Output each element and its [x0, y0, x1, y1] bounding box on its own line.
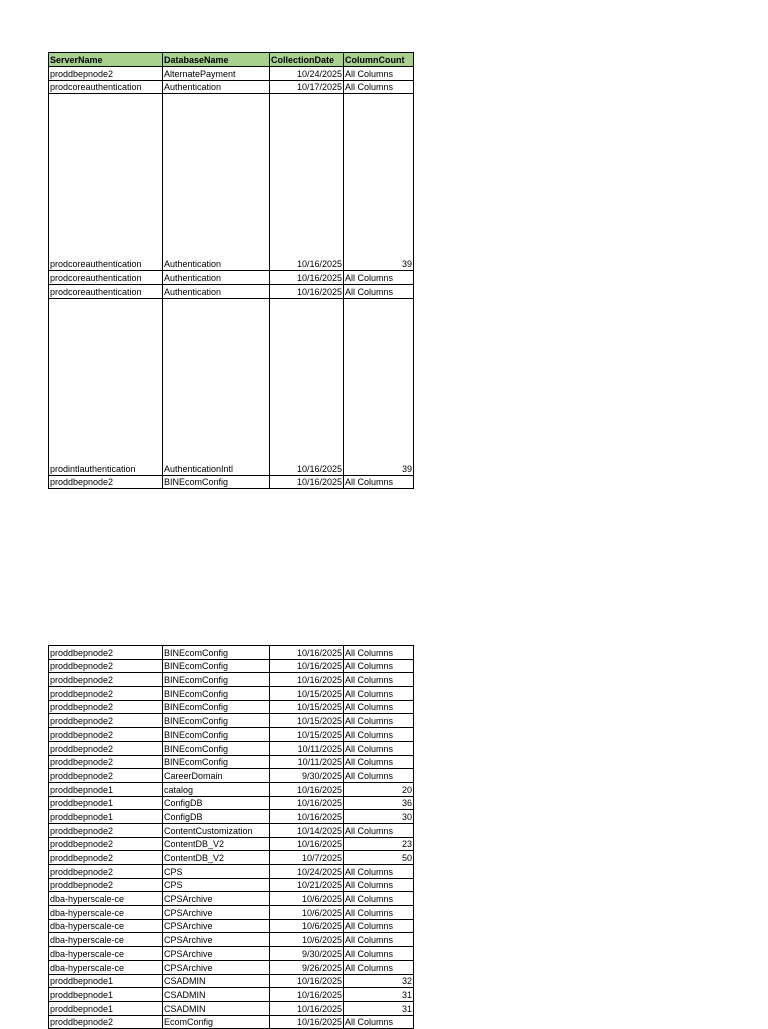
table-row: [49, 865, 414, 879]
server-cell: proddbepnode2: [49, 769, 163, 783]
table-row: [49, 755, 414, 769]
column-count-cell: All Columns: [344, 728, 414, 742]
table-row: [49, 1001, 414, 1015]
server-cell: proddbepnode1: [49, 974, 163, 988]
database-cell: BINEcomConfig: [163, 700, 270, 714]
server-cell: dba-hyperscale-ce: [49, 947, 163, 961]
collection-date-cell: 10/15/2025: [270, 714, 344, 728]
table-row: [49, 94, 414, 271]
header-databasename: DatabaseName: [163, 53, 270, 67]
database-cell: ContentDB_V2: [163, 837, 270, 851]
server-cell: proddbepnode2: [49, 714, 163, 728]
collection-date-cell: 10/6/2025: [270, 919, 344, 933]
database-cell: EcomConfig: [163, 1015, 270, 1029]
collection-date-cell: 10/16/2025: [270, 94, 344, 271]
table-row: [49, 851, 414, 865]
column-count-cell: All Columns: [344, 865, 414, 879]
collection-date-cell: 10/16/2025: [270, 988, 344, 1002]
column-count-cell: All Columns: [344, 673, 414, 687]
database-cell: CPSArchive: [163, 933, 270, 947]
table-row: [49, 67, 414, 81]
database-cell: ContentCustomization: [163, 823, 270, 837]
server-cell: proddbepnode2: [49, 700, 163, 714]
table-row: [49, 714, 414, 728]
table-row: [49, 988, 414, 1002]
collection-date-cell: 10/21/2025: [270, 878, 344, 892]
column-count-cell: All Columns: [344, 271, 414, 285]
table-row: [49, 1015, 414, 1029]
column-count-cell: All Columns: [344, 714, 414, 728]
column-count-cell: 39: [344, 298, 414, 475]
table-row: [49, 80, 414, 94]
server-cell: proddbepnode2: [49, 687, 163, 701]
table-row: [49, 646, 414, 660]
collection-date-cell: 10/16/2025: [270, 271, 344, 285]
table-body: [49, 646, 414, 1029]
collection-date-cell: 10/24/2025: [270, 865, 344, 879]
database-cell: BINEcomConfig: [163, 755, 270, 769]
column-count-cell: All Columns: [344, 1015, 414, 1029]
database-cell: CPSArchive: [163, 892, 270, 906]
database-cell: CPSArchive: [163, 947, 270, 961]
server-cell: proddbepnode2: [49, 851, 163, 865]
server-cell: dba-hyperscale-ce: [49, 933, 163, 947]
database-cell: CPS: [163, 878, 270, 892]
column-count-cell: 20: [344, 782, 414, 796]
header-row: [49, 53, 414, 67]
header-columncount: ColumnCount: [344, 53, 414, 67]
database-cell: catalog: [163, 782, 270, 796]
column-count-cell: 36: [344, 796, 414, 810]
table-page-2: [48, 645, 414, 1029]
collection-date-cell: 10/11/2025: [270, 741, 344, 755]
collection-date-cell: 10/16/2025: [270, 646, 344, 660]
server-cell: dba-hyperscale-ce: [49, 906, 163, 920]
table-row: [49, 475, 414, 489]
collection-date-cell: 10/15/2025: [270, 687, 344, 701]
database-cell: BINEcomConfig: [163, 714, 270, 728]
column-count-cell: All Columns: [344, 906, 414, 920]
table-row: [49, 974, 414, 988]
collection-date-cell: 10/16/2025: [270, 796, 344, 810]
server-cell: proddbepnode2: [49, 823, 163, 837]
database-cell: BINEcomConfig: [163, 659, 270, 673]
collection-date-cell: 10/14/2025: [270, 823, 344, 837]
server-cell: proddbepnode2: [49, 1015, 163, 1029]
collection-date-cell: 10/6/2025: [270, 892, 344, 906]
server-cell: prodintlauthentication: [49, 298, 163, 475]
server-cell: proddbepnode1: [49, 810, 163, 824]
server-cell: dba-hyperscale-ce: [49, 919, 163, 933]
collection-date-cell: 10/16/2025: [270, 1001, 344, 1015]
collection-date-cell: 10/16/2025: [270, 837, 344, 851]
column-count-cell: All Columns: [344, 67, 414, 81]
table-row: [49, 728, 414, 742]
table-row: [49, 823, 414, 837]
column-count-cell: All Columns: [344, 947, 414, 961]
database-cell: ContentDB_V2: [163, 851, 270, 865]
server-cell: proddbepnode2: [49, 659, 163, 673]
column-count-cell: All Columns: [344, 769, 414, 783]
collection-date-cell: 10/16/2025: [270, 673, 344, 687]
collection-date-cell: 9/30/2025: [270, 947, 344, 961]
column-count-cell: 39: [344, 94, 414, 271]
server-cell: prodcoreauthentication: [49, 285, 163, 299]
database-cell: CPSArchive: [163, 919, 270, 933]
column-count-cell: 32: [344, 974, 414, 988]
table-row: [49, 741, 414, 755]
database-cell: CSADMIN: [163, 974, 270, 988]
column-count-cell: All Columns: [344, 687, 414, 701]
database-cell: CareerDomain: [163, 769, 270, 783]
database-cell: ConfigDB: [163, 810, 270, 824]
database-cell: CSADMIN: [163, 988, 270, 1002]
server-cell: dba-hyperscale-ce: [49, 960, 163, 974]
table-row: [49, 271, 414, 285]
collection-date-cell: 10/16/2025: [270, 475, 344, 489]
table-row: [49, 810, 414, 824]
collection-date-cell: 10/16/2025: [270, 782, 344, 796]
collection-date-cell: 10/7/2025: [270, 851, 344, 865]
column-count-cell: All Columns: [344, 285, 414, 299]
database-cell: BINEcomConfig: [163, 475, 270, 489]
database-cell: Authentication: [163, 94, 270, 271]
server-cell: prodcoreauthentication: [49, 94, 163, 271]
collection-date-cell: 10/6/2025: [270, 933, 344, 947]
table-page-1: [48, 52, 414, 489]
database-cell: Authentication: [163, 80, 270, 94]
column-count-cell: 31: [344, 1001, 414, 1015]
collection-date-cell: 10/11/2025: [270, 755, 344, 769]
database-cell: BINEcomConfig: [163, 673, 270, 687]
column-count-cell: 50: [344, 851, 414, 865]
database-cell: BINEcomConfig: [163, 687, 270, 701]
database-cell: Authentication: [163, 285, 270, 299]
collection-date-cell: 10/16/2025: [270, 659, 344, 673]
table-row: [49, 687, 414, 701]
table-row: [49, 960, 414, 974]
server-cell: proddbepnode2: [49, 755, 163, 769]
table-row: [49, 298, 414, 475]
collection-date-cell: 10/16/2025: [270, 1015, 344, 1029]
column-count-cell: All Columns: [344, 659, 414, 673]
collection-date-cell: 10/16/2025: [270, 285, 344, 299]
column-count-cell: All Columns: [344, 741, 414, 755]
table-row: [49, 947, 414, 961]
table-row: [49, 933, 414, 947]
column-count-cell: All Columns: [344, 919, 414, 933]
server-cell: proddbepnode2: [49, 646, 163, 660]
column-count-cell: All Columns: [344, 823, 414, 837]
collection-date-cell: 9/30/2025: [270, 769, 344, 783]
server-cell: proddbepnode1: [49, 1001, 163, 1015]
table-row: [49, 796, 414, 810]
database-cell: CPSArchive: [163, 960, 270, 974]
table-row: [49, 878, 414, 892]
database-cell: BINEcomConfig: [163, 646, 270, 660]
table-row: [49, 673, 414, 687]
column-count-cell: All Columns: [344, 755, 414, 769]
server-cell: proddbepnode1: [49, 782, 163, 796]
table-row: [49, 782, 414, 796]
column-count-cell: All Columns: [344, 933, 414, 947]
table-row: [49, 892, 414, 906]
database-cell: CSADMIN: [163, 1001, 270, 1015]
header-collectiondate: CollectionDate: [270, 53, 344, 67]
column-count-cell: 30: [344, 810, 414, 824]
collection-date-cell: 10/6/2025: [270, 906, 344, 920]
column-count-cell: All Columns: [344, 475, 414, 489]
database-cell: AuthenticationIntl: [163, 298, 270, 475]
server-cell: proddbepnode2: [49, 728, 163, 742]
column-count-cell: All Columns: [344, 700, 414, 714]
database-cell: BINEcomConfig: [163, 741, 270, 755]
column-count-cell: All Columns: [344, 892, 414, 906]
server-cell: proddbepnode1: [49, 988, 163, 1002]
server-cell: proddbepnode1: [49, 796, 163, 810]
collection-date-cell: 9/26/2025: [270, 960, 344, 974]
column-count-cell: 31: [344, 988, 414, 1002]
database-cell: Authentication: [163, 271, 270, 285]
server-cell: prodcoreauthentication: [49, 80, 163, 94]
server-cell: proddbepnode2: [49, 67, 163, 81]
table-row: [49, 285, 414, 299]
table-row: [49, 769, 414, 783]
table-row: [49, 700, 414, 714]
table-row: [49, 919, 414, 933]
server-cell: proddbepnode2: [49, 865, 163, 879]
collection-date-cell: 10/15/2025: [270, 728, 344, 742]
table-row: [49, 837, 414, 851]
collection-date-cell: 10/16/2025: [270, 298, 344, 475]
server-cell: proddbepnode2: [49, 878, 163, 892]
collection-date-cell: 10/16/2025: [270, 810, 344, 824]
server-cell: proddbepnode2: [49, 741, 163, 755]
column-count-cell: All Columns: [344, 646, 414, 660]
server-cell: dba-hyperscale-ce: [49, 892, 163, 906]
database-cell: CPSArchive: [163, 906, 270, 920]
header-servername: ServerName: [49, 53, 163, 67]
column-count-cell: All Columns: [344, 960, 414, 974]
database-cell: ConfigDB: [163, 796, 270, 810]
table-row: [49, 906, 414, 920]
server-cell: prodcoreauthentication: [49, 271, 163, 285]
column-count-cell: All Columns: [344, 878, 414, 892]
database-cell: BINEcomConfig: [163, 728, 270, 742]
server-cell: proddbepnode2: [49, 475, 163, 489]
server-cell: proddbepnode2: [49, 673, 163, 687]
table-body: [49, 67, 414, 489]
collection-date-cell: 10/17/2025: [270, 80, 344, 94]
database-cell: CPS: [163, 865, 270, 879]
collection-date-cell: 10/24/2025: [270, 67, 344, 81]
database-cell: AlternatePayment: [163, 67, 270, 81]
collection-date-cell: 10/15/2025: [270, 700, 344, 714]
table-row: [49, 659, 414, 673]
column-count-cell: 23: [344, 837, 414, 851]
server-cell: proddbepnode2: [49, 837, 163, 851]
column-count-cell: All Columns: [344, 80, 414, 94]
collection-date-cell: 10/16/2025: [270, 974, 344, 988]
